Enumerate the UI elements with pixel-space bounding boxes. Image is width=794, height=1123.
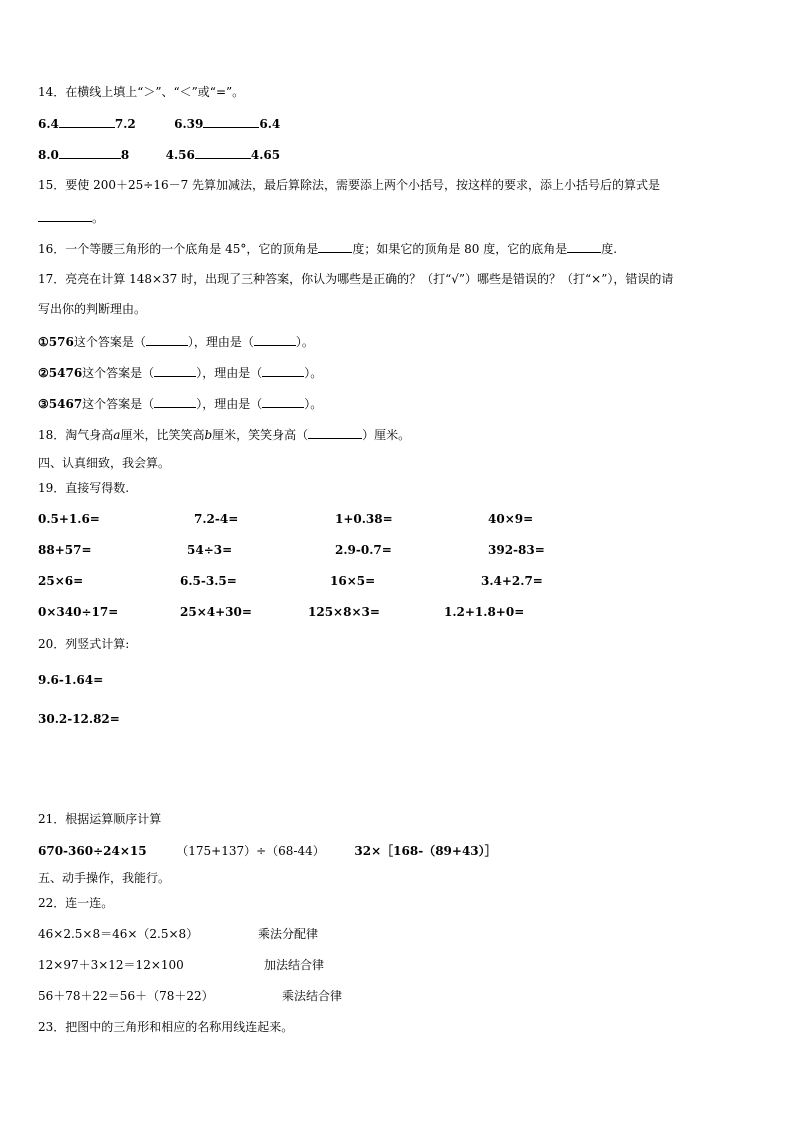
- q21-item: 32×［168-（89+43）］: [354, 844, 497, 858]
- q17-item-3: [38, 395, 322, 412]
- section-4-heading: 四、认真细致，我会算。: [38, 456, 171, 470]
- q16-p1: 16．一个等腰三角形的一个底角是 45°，它的顶角是: [38, 242, 319, 256]
- q20-item: 9.6-1.64=: [38, 673, 104, 687]
- q14-row1: [38, 115, 280, 132]
- q16-p2: 度；如果它的顶角是 80 度，它的底角是: [352, 242, 568, 256]
- q17-end: ）。: [304, 397, 323, 411]
- q20-title: 20．列竖式计算:: [38, 637, 130, 651]
- q18-blank[interactable]: [308, 426, 362, 439]
- q17-mid2: ），理由是（: [196, 366, 263, 380]
- q17-mark: ③: [38, 397, 49, 411]
- q14-prompt: 14．在横线上填上“＞”、“＜”或“=”。: [38, 85, 245, 99]
- q23-prompt: 23．把图中的三角形和相应的名称用线连起来。: [38, 1020, 294, 1034]
- q17-num: 5467: [48, 397, 83, 411]
- q18-p1: 18．淘气身高: [38, 428, 114, 442]
- q21-items: [38, 843, 497, 859]
- q18-line: [38, 426, 410, 443]
- q22-left-item[interactable]: 46×2.5×8＝46×（2.5×8）: [38, 927, 199, 941]
- q18-var-b: b: [204, 428, 213, 442]
- q17-end: ）。: [295, 335, 314, 349]
- q17-blank-answer[interactable]: [146, 333, 188, 346]
- q22-left-item[interactable]: 12×97＋3×12＝12×100: [38, 958, 184, 972]
- q20-item: 30.2-12.82=: [38, 712, 120, 726]
- q14-blank[interactable]: [195, 146, 251, 159]
- q15-line2: [38, 209, 104, 226]
- q17-num: 5476: [48, 366, 83, 380]
- q15-suffix: 。: [92, 211, 105, 225]
- q14-r2-b1: 8: [120, 148, 130, 162]
- q17-mid: 这个答案是（: [82, 366, 155, 380]
- q19-item: 6.5-3.5=: [180, 574, 237, 588]
- q17-blank-reason[interactable]: [254, 333, 296, 346]
- q15-blank[interactable]: [38, 209, 92, 222]
- q17-item-1: [38, 333, 314, 350]
- q19-item: 2.9-0.7=: [335, 543, 392, 557]
- q21-title: 21．根据运算顺序计算: [38, 812, 162, 826]
- q22-right-item[interactable]: 乘法结合律: [282, 989, 343, 1003]
- q17-end: ）。: [304, 366, 323, 380]
- q15-line1: 15．要使 200＋25÷16－7 先算加减法，最后算除法，需要添上两个小括号，按这样的要求，添上小括号后的算式是: [38, 178, 661, 192]
- q19-item: 25×6=: [38, 574, 84, 588]
- q16-blank-base[interactable]: [567, 240, 601, 253]
- q16-line: [38, 240, 617, 257]
- q14-r2-a1: 8.0: [38, 148, 59, 162]
- q19-item: 1.2+1.8+0=: [444, 605, 525, 619]
- q14-blank[interactable]: [203, 115, 259, 128]
- q14-blank[interactable]: [59, 115, 115, 128]
- q22-right-item[interactable]: 乘法分配律: [258, 927, 319, 941]
- q17-mid: 这个答案是（: [73, 335, 146, 349]
- q17-mid: 这个答案是（: [82, 397, 155, 411]
- q22-title: 22．连一连。: [38, 896, 114, 910]
- q17-line2: 写出你的判断理由。: [38, 302, 147, 316]
- q14-r2-a2: 4.56: [165, 148, 195, 162]
- q19-item: 25×4+30=: [180, 605, 252, 619]
- q21-item: （175+137）÷（68-44）: [176, 844, 325, 858]
- q19-item: 125×8×3=: [308, 605, 380, 619]
- q19-item: 40×9=: [488, 512, 534, 526]
- q18-p4: ）厘米。: [362, 428, 411, 442]
- q14-r2-b2: 4.65: [250, 148, 281, 162]
- q19-item: 0.5+1.6=: [38, 512, 100, 526]
- q19-item: 7.2-4=: [194, 512, 239, 526]
- q19-item: 54÷3=: [187, 543, 233, 557]
- q22-right-item[interactable]: 加法结合律: [264, 958, 325, 972]
- q17-mid2: ），理由是（: [187, 335, 254, 349]
- q19-title: 19．直接写得数.: [38, 481, 130, 495]
- q16-p3: 度.: [601, 242, 618, 256]
- q17-num: 576: [48, 335, 74, 349]
- q14-blank[interactable]: [59, 146, 121, 159]
- section-5-heading: 五、动手操作，我能行。: [38, 871, 171, 885]
- q19-item: 3.4+2.7=: [481, 574, 543, 588]
- q14-r1-a2: 6.39: [174, 117, 204, 131]
- q22-left-item[interactable]: 56＋78＋22＝56＋（78＋22）: [38, 989, 214, 1003]
- q14-row2: [38, 146, 280, 163]
- q14-r1-a1: 6.4: [38, 117, 59, 131]
- q19-item: 16×5=: [330, 574, 376, 588]
- q17-mid2: ），理由是（: [196, 397, 263, 411]
- q18-p3: 厘米，笑笑身高（: [212, 428, 309, 442]
- q19-item: 88+57=: [38, 543, 92, 557]
- q17-mark: ①: [38, 335, 49, 349]
- q17-blank-answer[interactable]: [154, 364, 196, 377]
- q17-mark: ②: [38, 366, 49, 380]
- q17-item-2: [38, 364, 322, 381]
- q17-blank-answer[interactable]: [154, 395, 196, 408]
- q17-blank-reason[interactable]: [262, 395, 304, 408]
- q19-item: 1+0.38=: [335, 512, 393, 526]
- q21-item: 670-360÷24×15: [38, 844, 147, 858]
- q18-p2: 厘米，比笑笑高: [120, 428, 205, 442]
- q16-blank-apex[interactable]: [318, 240, 352, 253]
- q14-r1-b2: 6.4: [259, 117, 281, 131]
- q17-line1: 17．亮亮在计算 148×37 时，出现了三种答案，你认为哪些是正确的？（打“√”）哪些是错误的？（打“×”），错误的请: [38, 272, 674, 286]
- q19-item: 0×340÷17=: [38, 605, 119, 619]
- q19-item: 392-83=: [488, 543, 545, 557]
- q14-r1-b1: 7.2: [114, 117, 136, 131]
- q18-var-a: a: [113, 428, 121, 442]
- q17-blank-reason[interactable]: [262, 364, 304, 377]
